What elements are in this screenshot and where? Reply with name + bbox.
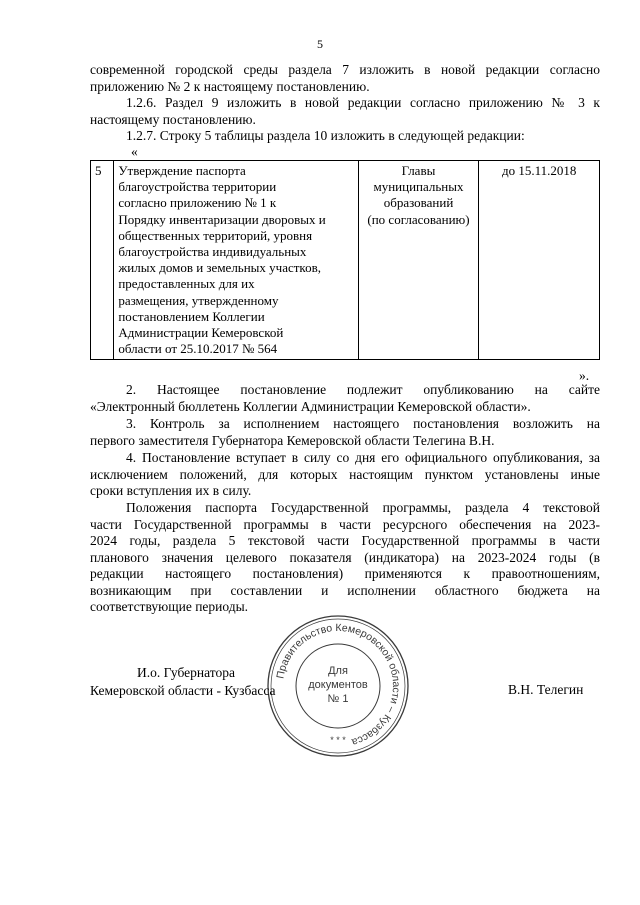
executor-line: образований <box>383 195 454 211</box>
p5-line-7: соответствующие периоды. <box>90 599 249 614</box>
signature-title-line-2: Кемеровской области - Кузбасса <box>90 683 276 698</box>
quote-open: « <box>131 144 138 159</box>
row-text-line: Утверждение паспорта <box>118 163 246 178</box>
p4-line-3: сроки вступления их в силу. <box>90 483 252 498</box>
row-text-line: предоставленных для их <box>118 276 255 292</box>
p3-line-2: первого заместителя Губернатора Кемеровской области Телегина В.Н. <box>90 432 495 448</box>
p4-line-1: 4. Постановление вступает в силу со дня его официального опубликования, за <box>126 450 600 465</box>
paragraph-1-2-7 <box>90 128 600 145</box>
seal-ring-text: Правительство Кемеровской области – Кузбасса <box>274 621 403 749</box>
seal-center-line-3: № 1 <box>327 693 349 705</box>
row-executor-cell <box>358 161 479 360</box>
signatory-name: В.Н. Телегин <box>508 682 584 697</box>
row-text-line: согласно приложению № 1 к <box>118 195 277 211</box>
row-text-line: благоустройства территории <box>118 179 277 195</box>
paragraph-4 <box>90 450 600 500</box>
p126-line-1: 1.2.6. Раздел 9 изложить в новой редакции согласно приложению № 3 к <box>126 95 600 110</box>
p5-line-1: Положения паспорта Государственной программы, раздела 4 текстовой <box>126 500 600 515</box>
paragraph-5 <box>90 500 600 616</box>
quote-close: ». <box>579 368 590 383</box>
row-text-line: постановлением Коллегии <box>118 308 265 324</box>
row-deadline-cell: до 15.11.2018 <box>479 161 600 360</box>
p127-line: 1.2.7. Строку 5 таблицы раздела 10 изложить в следующей редакции: <box>126 128 525 143</box>
seal-stars: * * * <box>330 735 346 745</box>
intro-line-2: приложению № 2 к настоящему постановлению. <box>90 78 370 94</box>
row-text-line: благоустройства индивидуальных <box>118 244 307 260</box>
row-text-cell <box>114 161 358 360</box>
official-seal <box>263 611 413 761</box>
p5-line-2: части Государственной программы в части ресурсного обеспечения на 2023- <box>90 516 600 532</box>
row-text-line: Администрации Кемеровской <box>118 325 284 341</box>
signature-title-line-1: И.о. Губернатора <box>137 665 236 680</box>
p4-line-2: исключением положений, для которых настоящим пунктом установлены иные <box>90 466 600 482</box>
row-text-line: области от 25.10.2017 № 564 <box>118 341 278 357</box>
p5-line-3: 2024 годы, раздела 5 текстовой части Государственной программы в части <box>90 533 600 548</box>
paragraph-3 <box>90 416 600 449</box>
section-10-table <box>90 160 600 360</box>
executor-line: Главы <box>401 163 436 178</box>
paragraph-2 <box>90 382 600 415</box>
row-text-line: Порядку инвентаризации дворовых и <box>118 211 326 227</box>
p2-line-2: «Электронный бюллетень Коллегии Администрации Кемеровской области». <box>90 398 531 414</box>
row-text-line: размещения, утвержденному <box>118 292 279 308</box>
row-number-cell: 5 <box>91 161 114 360</box>
intro-line-1: современной городской среды раздела 7 изложить в новой редакции согласно <box>90 62 600 77</box>
page-number: 5 <box>317 37 323 51</box>
row-text-line: жилых домов и земельных участков, <box>118 260 321 276</box>
executor-line: муниципальных <box>373 179 464 195</box>
p5-line-5: редакции настоящего постановления) применяются к правоотношениям, <box>90 566 600 581</box>
paragraph-1-2-6 <box>90 95 600 128</box>
seal-center-line-2: документов <box>308 679 368 691</box>
p3-line-1: 3. Контроль за исполнением настоящего постановления возложить на <box>126 416 600 431</box>
p126-line-2: настоящему постановлению. <box>90 111 256 127</box>
row-text-line: общественных территорий, уровня <box>118 227 313 243</box>
intro-paragraph <box>90 62 600 95</box>
p2-line-1: 2. Настоящее постановление подлежит опубликованию на сайте <box>126 382 600 397</box>
p5-line-4: планового значения целевого показателя (индикатора) на 2023-2024 годы (в <box>90 549 600 565</box>
signature-title <box>90 664 275 700</box>
executor-line: (по согласованию) <box>367 211 470 227</box>
seal-center-line-1: Для <box>328 665 348 677</box>
table-row <box>91 161 600 360</box>
p5-line-6: возникающим при составлении и исполнении областного бюджета на <box>90 582 600 598</box>
